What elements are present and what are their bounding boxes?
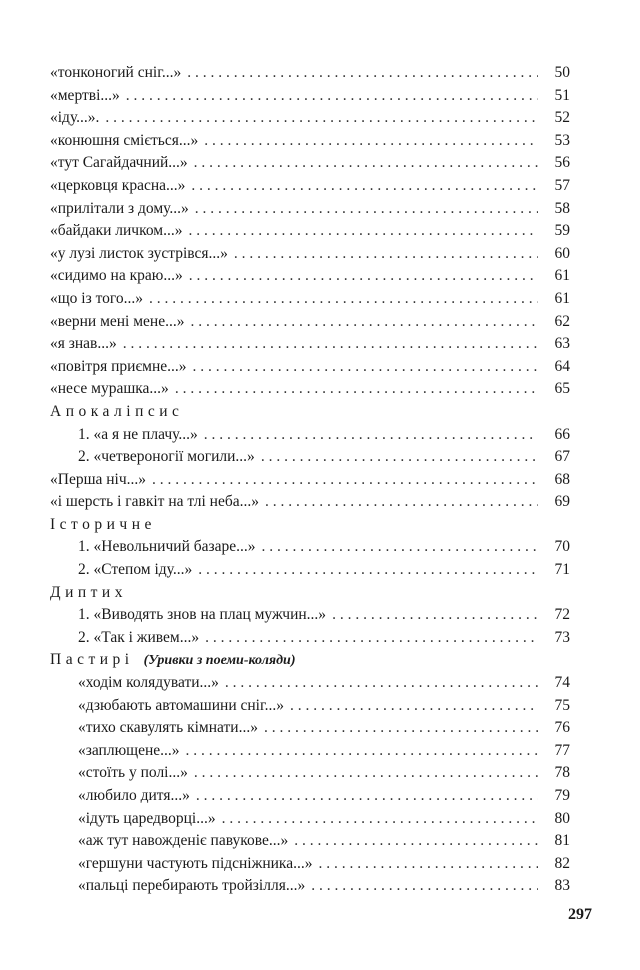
toc-entry-page: 61 <box>554 289 570 307</box>
section-heading-apocalypse <box>50 401 570 424</box>
dot-leader <box>261 446 538 469</box>
toc-entry <box>50 356 570 379</box>
toc-entry-title: «мертві...» <box>50 86 120 104</box>
toc-entry <box>50 469 570 492</box>
toc-entry <box>50 446 570 469</box>
toc-entry-page: 70 <box>554 538 570 556</box>
toc-entry-title: «ходім колядувати...» <box>78 674 219 692</box>
section-heading-historical <box>50 514 570 537</box>
toc-entry-title: 1. «а я не плачу...» <box>78 425 198 443</box>
toc-entry <box>50 717 570 740</box>
toc-entry-title: «тихо скавулять кімнати...» <box>78 719 258 737</box>
toc-entry-page: 78 <box>554 764 570 782</box>
dot-leader <box>204 424 538 447</box>
toc-entry-title: «сидимо на краю...» <box>50 267 183 285</box>
toc-entry <box>50 62 570 85</box>
toc-entry-title: «повітря приємне...» <box>50 357 187 375</box>
section-title: Історичне <box>50 515 156 533</box>
toc-entry-title: «прилітали з дому...» <box>50 199 189 217</box>
toc-entry <box>50 695 570 718</box>
dot-leader <box>194 152 538 175</box>
dot-leader <box>311 875 538 898</box>
dot-leader <box>198 559 538 582</box>
toc-entry-page: 77 <box>554 741 570 759</box>
section-heading-shepherds <box>50 649 570 672</box>
toc-entry <box>50 152 570 175</box>
toc-entry <box>50 175 570 198</box>
toc-entry-title: «дзюбають автомашини сніг...» <box>78 696 284 714</box>
toc-entry-page: 63 <box>554 335 570 353</box>
toc-entry-page: 75 <box>554 696 570 714</box>
dot-leader <box>265 491 538 514</box>
dot-leader <box>126 85 538 108</box>
toc-entry-title: «верни мені мене...» <box>50 312 185 330</box>
toc-entry <box>50 130 570 153</box>
toc-entry-page: 72 <box>554 606 570 624</box>
toc-entry-page: 81 <box>554 832 570 850</box>
toc-entry-page: 79 <box>554 787 570 804</box>
dot-leader <box>191 175 538 198</box>
section-heading-diptych <box>50 582 570 605</box>
toc-entry-title: «гершуни частують підсніжника...» <box>78 854 313 872</box>
dot-leader <box>332 604 538 627</box>
dot-leader <box>175 378 538 401</box>
toc-entry-page: 65 <box>554 380 570 398</box>
dot-leader <box>290 695 538 718</box>
toc-entry-page: 71 <box>554 561 570 579</box>
toc-entry-title: «і шерсть і гавкіт на тлі неба...» <box>50 493 259 511</box>
toc-entry-title: 2. «Степом іду...» <box>78 561 193 579</box>
dot-leader <box>318 853 538 876</box>
toc-entry-page: 58 <box>554 199 570 217</box>
toc-entry-title: 1. «Виводять знов на плац мужчин...» <box>78 606 327 624</box>
dot-leader <box>189 265 538 288</box>
toc-entry-title: «що із того...» <box>50 289 144 307</box>
toc-entry-title: «ідуть царедворці...» <box>78 809 216 827</box>
section-title: Апокаліпсис <box>50 402 184 420</box>
toc-entry <box>50 785 570 808</box>
toc-entry-title: «любило дитя...» <box>78 787 190 804</box>
dot-leader <box>105 107 538 130</box>
section-title: Диптих <box>50 583 127 601</box>
dot-leader <box>234 243 538 266</box>
dot-leader <box>196 785 538 808</box>
section-note: (Уривки з поеми-коляди) <box>143 653 296 669</box>
toc-entry-title: «Перша ніч...» <box>50 470 147 488</box>
dot-leader <box>152 469 538 492</box>
toc-entry-title: «тут Сагайдачний...» <box>50 154 188 172</box>
page-number: 297 <box>568 906 592 923</box>
toc-entry-title: 2. «Так і живем...» <box>78 628 200 646</box>
toc-entry <box>50 424 570 447</box>
toc-entry-page: 61 <box>554 267 570 285</box>
toc-entry-page: 83 <box>554 877 570 895</box>
dot-leader <box>294 830 538 853</box>
toc-entry-page: 66 <box>554 425 570 443</box>
dot-leader <box>195 198 538 221</box>
toc-entry-page: 53 <box>554 131 570 149</box>
toc-entry <box>50 333 570 356</box>
dot-leader <box>264 717 538 740</box>
toc-entry-title: «церковця красна...» <box>50 176 186 194</box>
toc-entry-page: 57 <box>554 176 570 194</box>
toc-entry-page: 82 <box>554 854 570 872</box>
dot-leader <box>186 740 538 763</box>
toc-entry <box>50 378 570 401</box>
toc-entry-title: «у лузі листок зустрівся...» <box>50 244 228 262</box>
toc-entry-title: «я знав...» <box>50 335 117 353</box>
toc-entry-page: 59 <box>554 222 570 240</box>
toc-entry-title: «пальці перебирають тройзілля...» <box>78 877 306 895</box>
dot-leader <box>194 762 538 785</box>
dot-leader <box>204 130 538 153</box>
dot-leader <box>188 220 538 243</box>
dot-leader <box>222 808 538 831</box>
toc-entry-title: 2. «четвероногії могили...» <box>78 448 255 466</box>
toc-entry-page: 73 <box>554 628 570 646</box>
table-of-contents <box>50 62 570 898</box>
toc-entry-page: 74 <box>554 674 570 692</box>
dot-leader <box>190 311 538 334</box>
toc-entry <box>50 107 570 130</box>
toc-entry <box>50 740 570 763</box>
toc-entry-title: 1. «Невольничий базаре...» <box>78 538 256 556</box>
toc-entry-title: «байдаки личком...» <box>50 222 183 240</box>
toc-entry <box>50 672 570 695</box>
dot-leader <box>205 627 538 650</box>
toc-entry-page: 69 <box>554 493 570 511</box>
dot-leader <box>123 333 538 356</box>
toc-entry <box>50 265 570 288</box>
toc-entry <box>50 288 570 311</box>
toc-entry <box>50 198 570 221</box>
section-title: Пастирі <box>50 651 134 669</box>
toc-entry <box>50 536 570 559</box>
toc-entry <box>50 853 570 876</box>
toc-entry-page: 50 <box>554 64 570 81</box>
toc-entry <box>50 762 570 785</box>
toc-entry <box>50 627 570 650</box>
toc-entry-page: 68 <box>554 470 570 488</box>
dot-leader <box>262 536 538 559</box>
toc-entry-title: «заплющене...» <box>78 741 180 759</box>
toc-entry-title: «тонконогий сніг...» <box>50 64 182 81</box>
toc-entry <box>50 559 570 582</box>
toc-entry <box>50 85 570 108</box>
toc-entry-page: 52 <box>554 109 570 127</box>
toc-entry-page: 56 <box>554 154 570 172</box>
toc-entry-page: 80 <box>554 809 570 827</box>
toc-entry-page: 67 <box>554 448 570 466</box>
dot-leader <box>225 672 538 695</box>
toc-entry-page: 76 <box>554 719 570 737</box>
toc-entry <box>50 491 570 514</box>
toc-entry <box>50 830 570 853</box>
toc-entry <box>50 243 570 266</box>
toc-entry-title: «несе мурашка...» <box>50 380 169 398</box>
toc-entry-title: «іду...». <box>50 109 100 127</box>
toc-entry <box>50 875 570 898</box>
toc-entry-title: «конюшня сміється...» <box>50 131 199 149</box>
toc-entry-page: 51 <box>554 86 570 104</box>
dot-leader <box>187 62 538 85</box>
toc-entry-title: «аж тут навожденіє павукове...» <box>78 832 289 850</box>
dot-leader <box>193 356 539 379</box>
toc-entry <box>50 220 570 243</box>
toc-entry <box>50 311 570 334</box>
toc-entry-page: 60 <box>554 244 570 262</box>
toc-entry-page: 64 <box>554 357 570 375</box>
toc-entry-title: «стоїть у полі...» <box>78 764 188 782</box>
dot-leader <box>149 288 538 311</box>
toc-entry-page: 62 <box>554 312 570 330</box>
toc-entry <box>50 808 570 831</box>
toc-entry <box>50 604 570 627</box>
